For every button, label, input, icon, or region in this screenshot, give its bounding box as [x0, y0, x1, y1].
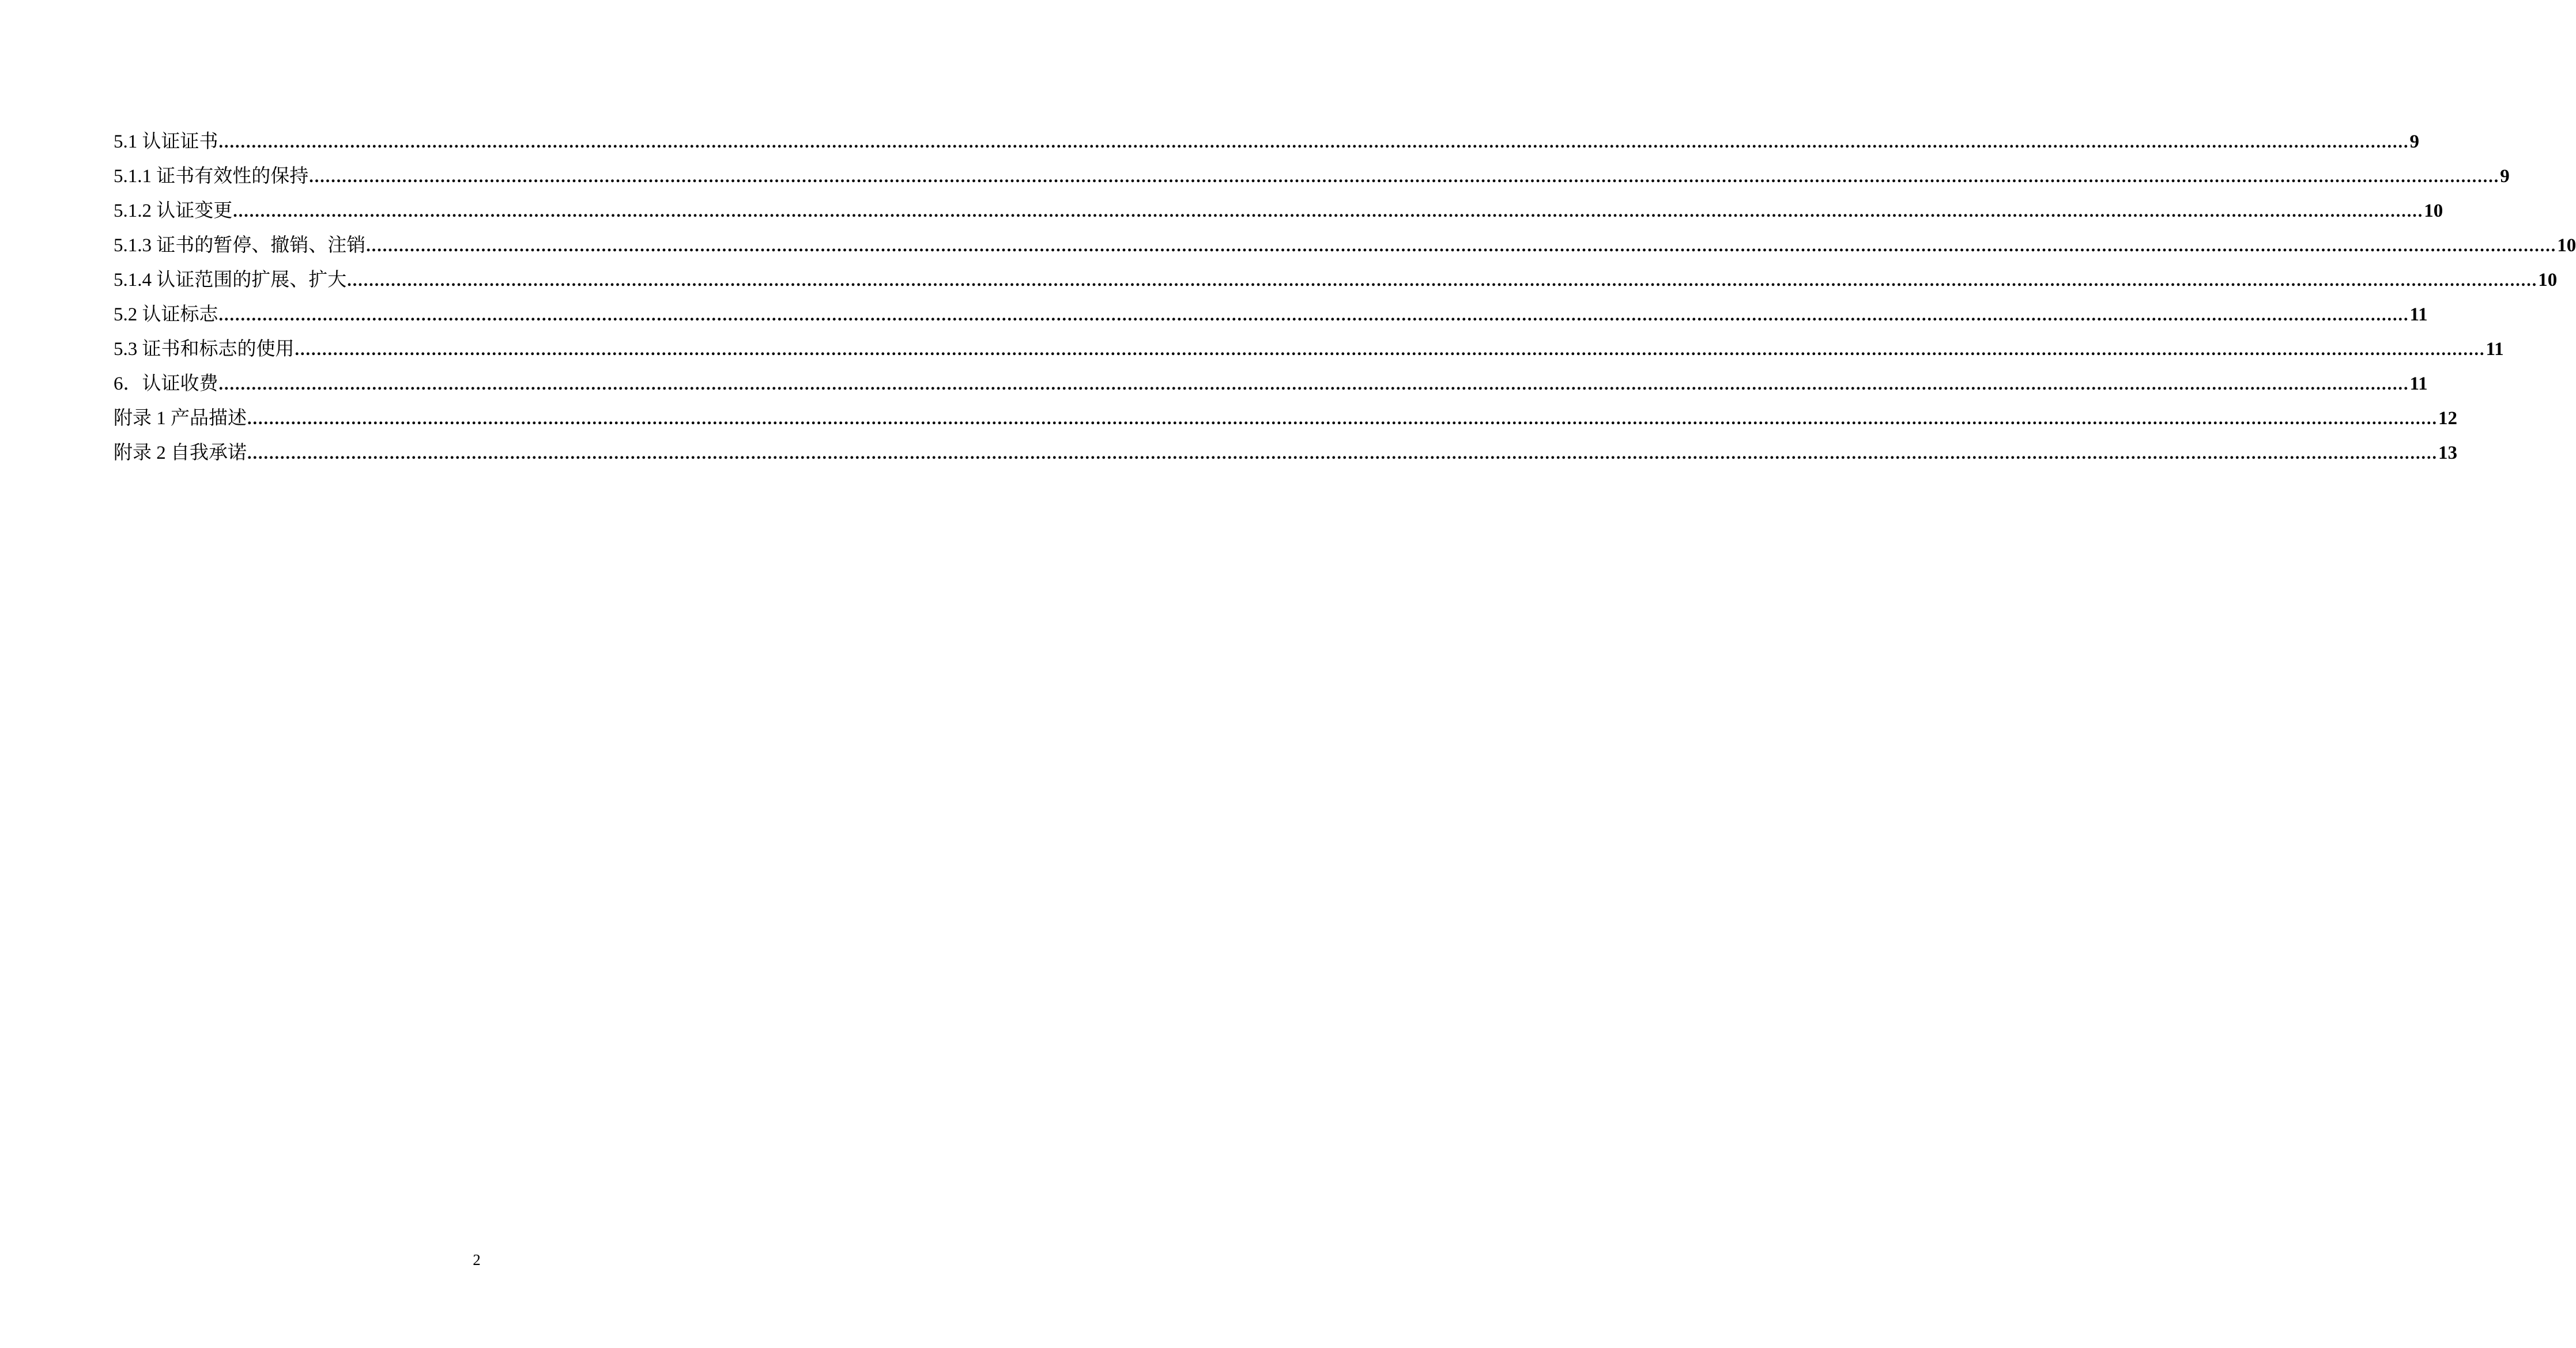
toc-entry	[114, 124, 2419, 159]
toc-entry	[114, 332, 2504, 367]
toc-entry-label: 5.1.4 认证范围的扩展、扩大	[114, 270, 347, 290]
dot-leader: ................................................................................................................................................................................................................................................................................................................................................................................................................	[233, 202, 2424, 221]
dot-leader: ................................................................................................................................................................................................................................................................................................................................................................................................................	[347, 271, 2538, 290]
toc-entry	[114, 297, 2428, 332]
toc-entry	[114, 194, 2443, 228]
toc-entry	[114, 401, 2457, 436]
toc-page-ref: 11	[2409, 304, 2428, 325]
table-of-contents	[114, 124, 2576, 470]
toc-page-ref: 10	[2424, 201, 2443, 221]
toc-page-ref: 10	[2538, 270, 2558, 290]
toc-page-ref: 9	[2409, 131, 2419, 152]
toc-entry	[114, 436, 2457, 470]
dot-leader: ................................................................................................................................................................................................................................................................................................................................................................................................................	[247, 409, 2438, 428]
toc-entry-label: 5.1.3 证书的暂停、撤销、注销	[114, 235, 366, 256]
dot-leader: ................................................................................................................................................................................................................................................................................................................................................................................................................	[247, 444, 2438, 463]
toc-entry-label: 5.1.1 证书有效性的保持	[114, 166, 309, 187]
toc-entry	[114, 367, 2428, 401]
dot-leader: ................................................................................................................................................................................................................................................................................................................................................................................................................	[218, 133, 2409, 152]
toc-entry-label: 5.1 认证证书	[114, 131, 218, 152]
footer-page-number: 2	[473, 1251, 481, 1268]
toc-page-ref: 9	[2500, 166, 2510, 187]
toc-page-ref: 10	[2557, 235, 2576, 256]
toc-page-ref: 13	[2438, 443, 2457, 463]
dot-leader: ................................................................................................................................................................................................................................................................................................................................................................................................................	[309, 167, 2500, 186]
page-footer	[0, 1249, 953, 1270]
toc-entry-label: 5.2 认证标志	[114, 304, 218, 325]
dot-leader: ................................................................................................................................................................................................................................................................................................................................................................................................................	[366, 236, 2557, 255]
toc-entry	[114, 263, 2558, 297]
toc-entry-label: 附录 1 产品描述	[114, 408, 247, 429]
toc-entry-label: 附录 2 自我承诺	[114, 443, 247, 463]
toc-entry	[114, 228, 2576, 263]
dot-leader: ................................................................................................................................................................................................................................................................................................................................................................................................................	[218, 305, 2409, 324]
toc-page-ref: 11	[2486, 339, 2504, 360]
toc-entry-label: 5.1.2 认证变更	[114, 201, 233, 221]
dot-leader: ................................................................................................................................................................................................................................................................................................................................................................................................................	[295, 340, 2486, 359]
toc-page-ref: 11	[2409, 373, 2428, 394]
toc-entry-label: 5.3 证书和标志的使用	[114, 339, 295, 360]
dot-leader: ................................................................................................................................................................................................................................................................................................................................................................................................................	[218, 375, 2409, 394]
toc-page-ref: 12	[2438, 408, 2457, 429]
toc-entry-label: 6．认证收费	[114, 373, 218, 394]
toc-entry	[114, 159, 2510, 194]
